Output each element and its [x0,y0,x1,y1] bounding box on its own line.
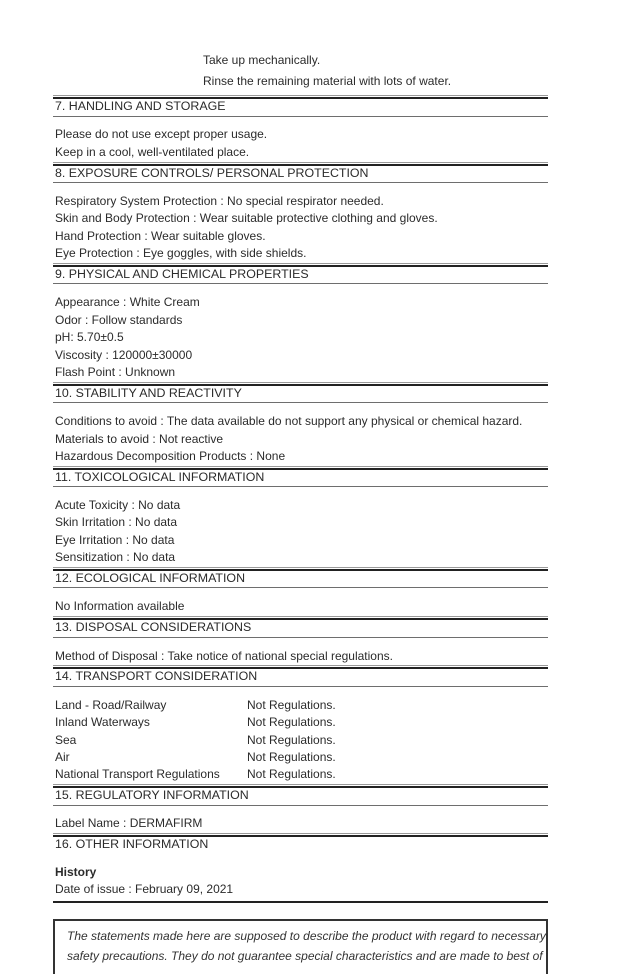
doc-line: Sensitization : No data [55,550,176,565]
history-subheading: History [55,864,97,879]
disclaimer-line: safety precautions. They do not guarantee special characteristics and are made to best of [67,948,543,963]
doc-line: Date of issue : February 09, 2021 [55,882,234,897]
section-header [53,567,548,589]
section-header [53,162,548,184]
doc-line: Method of Disposal : Take notice of national special regulations. [55,648,393,663]
section-header [53,616,548,638]
section-other-information [53,833,548,903]
doc-line: Hand Protection : Wear suitable gloves. [55,228,266,243]
section-physical-chemical [53,263,548,382]
doc-line: No Information available [55,599,185,614]
section-title: 9. PHYSICAL AND CHEMICAL PROPERTIES [53,265,548,285]
doc-line: pH: 5.70±0.5 [55,330,124,345]
doc-line: Appearance : White Cream [55,295,200,310]
transport-row [53,714,548,731]
section-header [53,665,548,687]
section-header [53,95,548,117]
section-title: 8. EXPOSURE CONTROLS/ PERSONAL PROTECTION [53,164,548,184]
section-header [53,382,548,404]
transport-row [53,697,548,714]
section-ecological [53,567,548,616]
section-title: 12. ECOLOGICAL INFORMATION [53,569,548,589]
transport-label: National Transport Regulations [55,767,220,782]
section-title: 15. REGULATORY INFORMATION [53,786,548,806]
transport-value: Not Regulations. [247,767,336,782]
transport-label: Land - Road/Railway [55,697,167,712]
doc-line: Viscosity : 120000±30000 [55,347,193,362]
section-title: 7. HANDLING AND STORAGE [53,97,548,117]
section-header [53,263,548,285]
transport-value: Not Regulations. [247,715,336,730]
transport-value: Not Regulations. [247,697,336,712]
section-header [53,833,548,854]
transport-row [53,767,548,784]
section-transport [53,665,548,784]
section-exposure-controls [53,162,548,263]
section-header [53,466,548,488]
doc-line: Flash Point : Unknown [55,364,176,379]
section-title: 11. TOXICOLOGICAL INFORMATION [53,468,548,488]
doc-line: Skin and Body Protection : Wear suitable protective clothing and gloves. [55,211,438,226]
doc-line: Skin Irritation : No data [55,515,178,530]
doc-line: Respiratory System Protection : No special respirator needed. [55,194,384,209]
transport-label: Air [55,749,70,764]
section-title: 10. STABILITY AND REACTIVITY [53,384,548,404]
doc-line: Conditions to avoid : The data available do not support any physical or chemical hazard. [55,414,523,429]
doc-line: Label Name : DERMAFIRM [55,816,203,831]
doc-line: Materials to avoid : Not reactive [55,431,224,446]
doc-line: Hazardous Decomposition Products : None [55,448,286,463]
doc-line: Acute Toxicity : No data [55,498,181,513]
section-header [53,784,548,806]
transport-value: Not Regulations. [247,749,336,764]
instruction-line: Rinse the remaining material with lots of water. [203,74,452,88]
disclaimer-line: The statements made here are supposed to describe the product with regard to necessary [67,928,546,943]
instruction-line: Take up mechanically. [203,53,321,67]
section-title: 14. TRANSPORT CONSIDERATION [53,667,548,687]
section-title: 16. OTHER INFORMATION [53,835,548,854]
section-regulatory [53,784,548,833]
section-toxicological [53,466,548,567]
transport-label: Inland Waterways [55,715,150,730]
doc-line: Please do not use except proper usage. [55,127,268,142]
msds-document-page [53,50,548,974]
doc-line: Odor : Follow standards [55,312,183,327]
section-stability-reactivity [53,382,548,466]
doc-line: Eye Irritation : No data [55,532,175,547]
doc-line: Keep in a cool, well-ventilated place. [55,144,250,159]
doc-line: Eye Protection : Eye goggles, with side shields. [55,246,307,261]
section-disposal [53,616,548,665]
transport-label: Sea [55,732,77,747]
section-handling-storage [53,95,548,162]
carryover-instructions [203,50,548,92]
closing-rule [53,901,548,903]
section-title: 13. DISPOSAL CONSIDERATIONS [53,618,548,638]
transport-value: Not Regulations. [247,732,336,747]
disclaimer-box [53,919,548,974]
transport-row [53,732,548,749]
transport-row [53,749,548,766]
